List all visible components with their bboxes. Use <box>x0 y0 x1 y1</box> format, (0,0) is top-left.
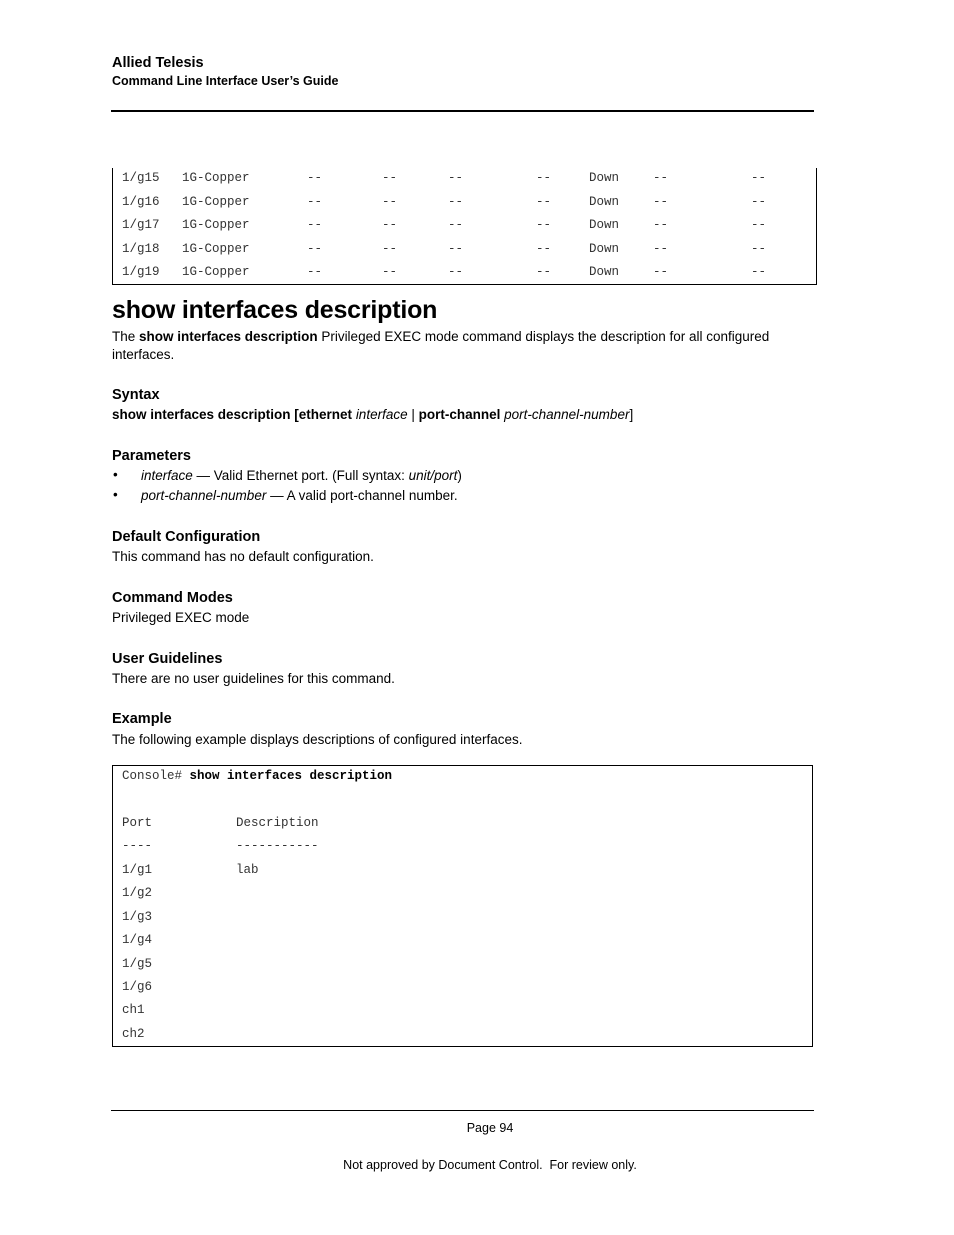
console-command: show interfaces description <box>189 769 393 783</box>
table-cell: Down <box>589 195 620 209</box>
table-cell: -- <box>382 195 398 209</box>
table-cell: 1G-Copper <box>182 171 250 185</box>
review-note: Not approved by Document Control. For review only. <box>343 1158 637 1172</box>
table-row <box>113 242 816 258</box>
console-port: 1/g4 <box>122 933 153 947</box>
table-row <box>113 171 816 187</box>
table-cell: -- <box>653 195 669 209</box>
param-desc: — Valid Ethernet port. (Full syntax: <box>192 468 409 483</box>
table-cell: 1G-Copper <box>182 265 250 279</box>
syntax-port-channel-arg: port-channel-number <box>504 407 630 422</box>
console-description: lab <box>236 863 259 877</box>
table-cell: -- <box>536 242 552 256</box>
table-cell: -- <box>653 218 669 232</box>
interface-status-table <box>112 168 817 285</box>
table-cell: -- <box>307 171 323 185</box>
bullet-icon: • <box>113 467 118 482</box>
table-cell: -- <box>307 265 323 279</box>
table-row <box>113 218 816 234</box>
console-port: 1/g2 <box>122 886 153 900</box>
user-guidelines-heading: User Guidelines <box>112 651 223 667</box>
console-prompt: Console# <box>122 769 190 783</box>
page-number: Page 94 <box>466 1121 514 1135</box>
table-cell: 1/g17 <box>122 218 160 232</box>
syntax-command: show interfaces description [ethernet <box>112 407 356 422</box>
table-cell: -- <box>653 242 669 256</box>
header-guide-title: Command Line Interface User’s Guide <box>112 74 339 88</box>
table-cell: 1/g18 <box>122 242 160 256</box>
table-cell: 1G-Copper <box>182 242 250 256</box>
table-cell: -- <box>448 265 464 279</box>
console-port: 1/g6 <box>122 980 153 994</box>
section-title: show interfaces description <box>112 296 438 324</box>
default-config-text: This command has no default configuration. <box>112 549 374 564</box>
console-header-port: Port <box>122 816 153 830</box>
table-cell: -- <box>751 195 767 209</box>
table-cell: -- <box>382 218 398 232</box>
table-cell: -- <box>536 265 552 279</box>
command-modes-heading: Command Modes <box>112 590 233 606</box>
bullet-icon: • <box>113 487 118 502</box>
syntax-heading: Syntax <box>112 387 160 403</box>
example-console-box <box>112 765 813 1047</box>
table-cell: 1/g15 <box>122 171 160 185</box>
default-config-heading: Default Configuration <box>112 529 261 545</box>
table-cell: -- <box>448 171 464 185</box>
console-separator-description: ----------- <box>236 839 319 853</box>
syntax-line <box>112 406 633 424</box>
user-guidelines-text: There are no user guidelines for this command. <box>112 671 395 686</box>
console-header-description: Description <box>236 816 319 830</box>
table-cell: -- <box>751 171 767 185</box>
table-cell: -- <box>382 242 398 256</box>
param-close: ) <box>457 468 462 483</box>
table-cell: 1G-Copper <box>182 218 250 232</box>
table-cell: -- <box>382 265 398 279</box>
example-heading: Example <box>112 711 172 727</box>
param-syntax: unit/port <box>408 468 458 483</box>
syntax-close: ] <box>629 407 634 422</box>
footer-rule <box>111 1110 814 1111</box>
table-cell: -- <box>448 195 464 209</box>
table-cell: 1G-Copper <box>182 195 250 209</box>
console-port: ch2 <box>122 1027 145 1041</box>
table-cell: -- <box>307 242 323 256</box>
param-term: interface <box>141 468 193 483</box>
header-rule <box>111 110 814 112</box>
console-port: 1/g3 <box>122 910 153 924</box>
parameter-port-channel <box>141 487 458 505</box>
table-cell: -- <box>382 171 398 185</box>
table-cell: -- <box>653 171 669 185</box>
table-cell: -- <box>653 265 669 279</box>
table-cell: -- <box>448 242 464 256</box>
table-cell: Down <box>589 265 620 279</box>
table-cell: Down <box>589 242 620 256</box>
table-cell: -- <box>536 171 552 185</box>
table-cell: -- <box>751 265 767 279</box>
intro-command: show interfaces description <box>139 329 318 344</box>
console-port: 1/g1 <box>122 863 153 877</box>
table-cell: -- <box>536 195 552 209</box>
header-company: Allied Telesis <box>112 55 204 71</box>
table-cell: -- <box>448 218 464 232</box>
section-intro <box>112 328 812 364</box>
console-port: ch1 <box>122 1003 145 1017</box>
syntax-interface-arg: interface <box>355 407 408 422</box>
parameter-interface <box>141 467 462 485</box>
console-command-line <box>122 769 392 783</box>
table-cell: -- <box>751 242 767 256</box>
parameters-heading: Parameters <box>112 448 191 464</box>
table-row <box>113 195 816 211</box>
syntax-port-channel: port-channel <box>418 407 505 422</box>
param-desc: — A valid port-channel number. <box>266 488 458 503</box>
intro-line2: interfaces. <box>112 347 175 362</box>
intro-prefix: The <box>112 329 140 344</box>
table-row <box>113 265 816 281</box>
intro-suffix: Privileged EXEC mode command displays the description for all configured <box>317 329 770 344</box>
example-text: The following example displays descriptions of configured interfaces. <box>112 732 523 747</box>
table-cell: -- <box>751 218 767 232</box>
console-separator-port: ---- <box>122 839 153 853</box>
table-cell: 1/g16 <box>122 195 160 209</box>
table-cell: Down <box>589 171 620 185</box>
table-cell: Down <box>589 218 620 232</box>
syntax-pipe: | <box>407 407 419 422</box>
table-cell: 1/g19 <box>122 265 160 279</box>
table-cell: -- <box>307 218 323 232</box>
table-cell: -- <box>536 218 552 232</box>
console-port: 1/g5 <box>122 957 153 971</box>
command-modes-text: Privileged EXEC mode <box>112 610 250 625</box>
table-cell: -- <box>307 195 323 209</box>
param-term: port-channel-number <box>141 488 267 503</box>
